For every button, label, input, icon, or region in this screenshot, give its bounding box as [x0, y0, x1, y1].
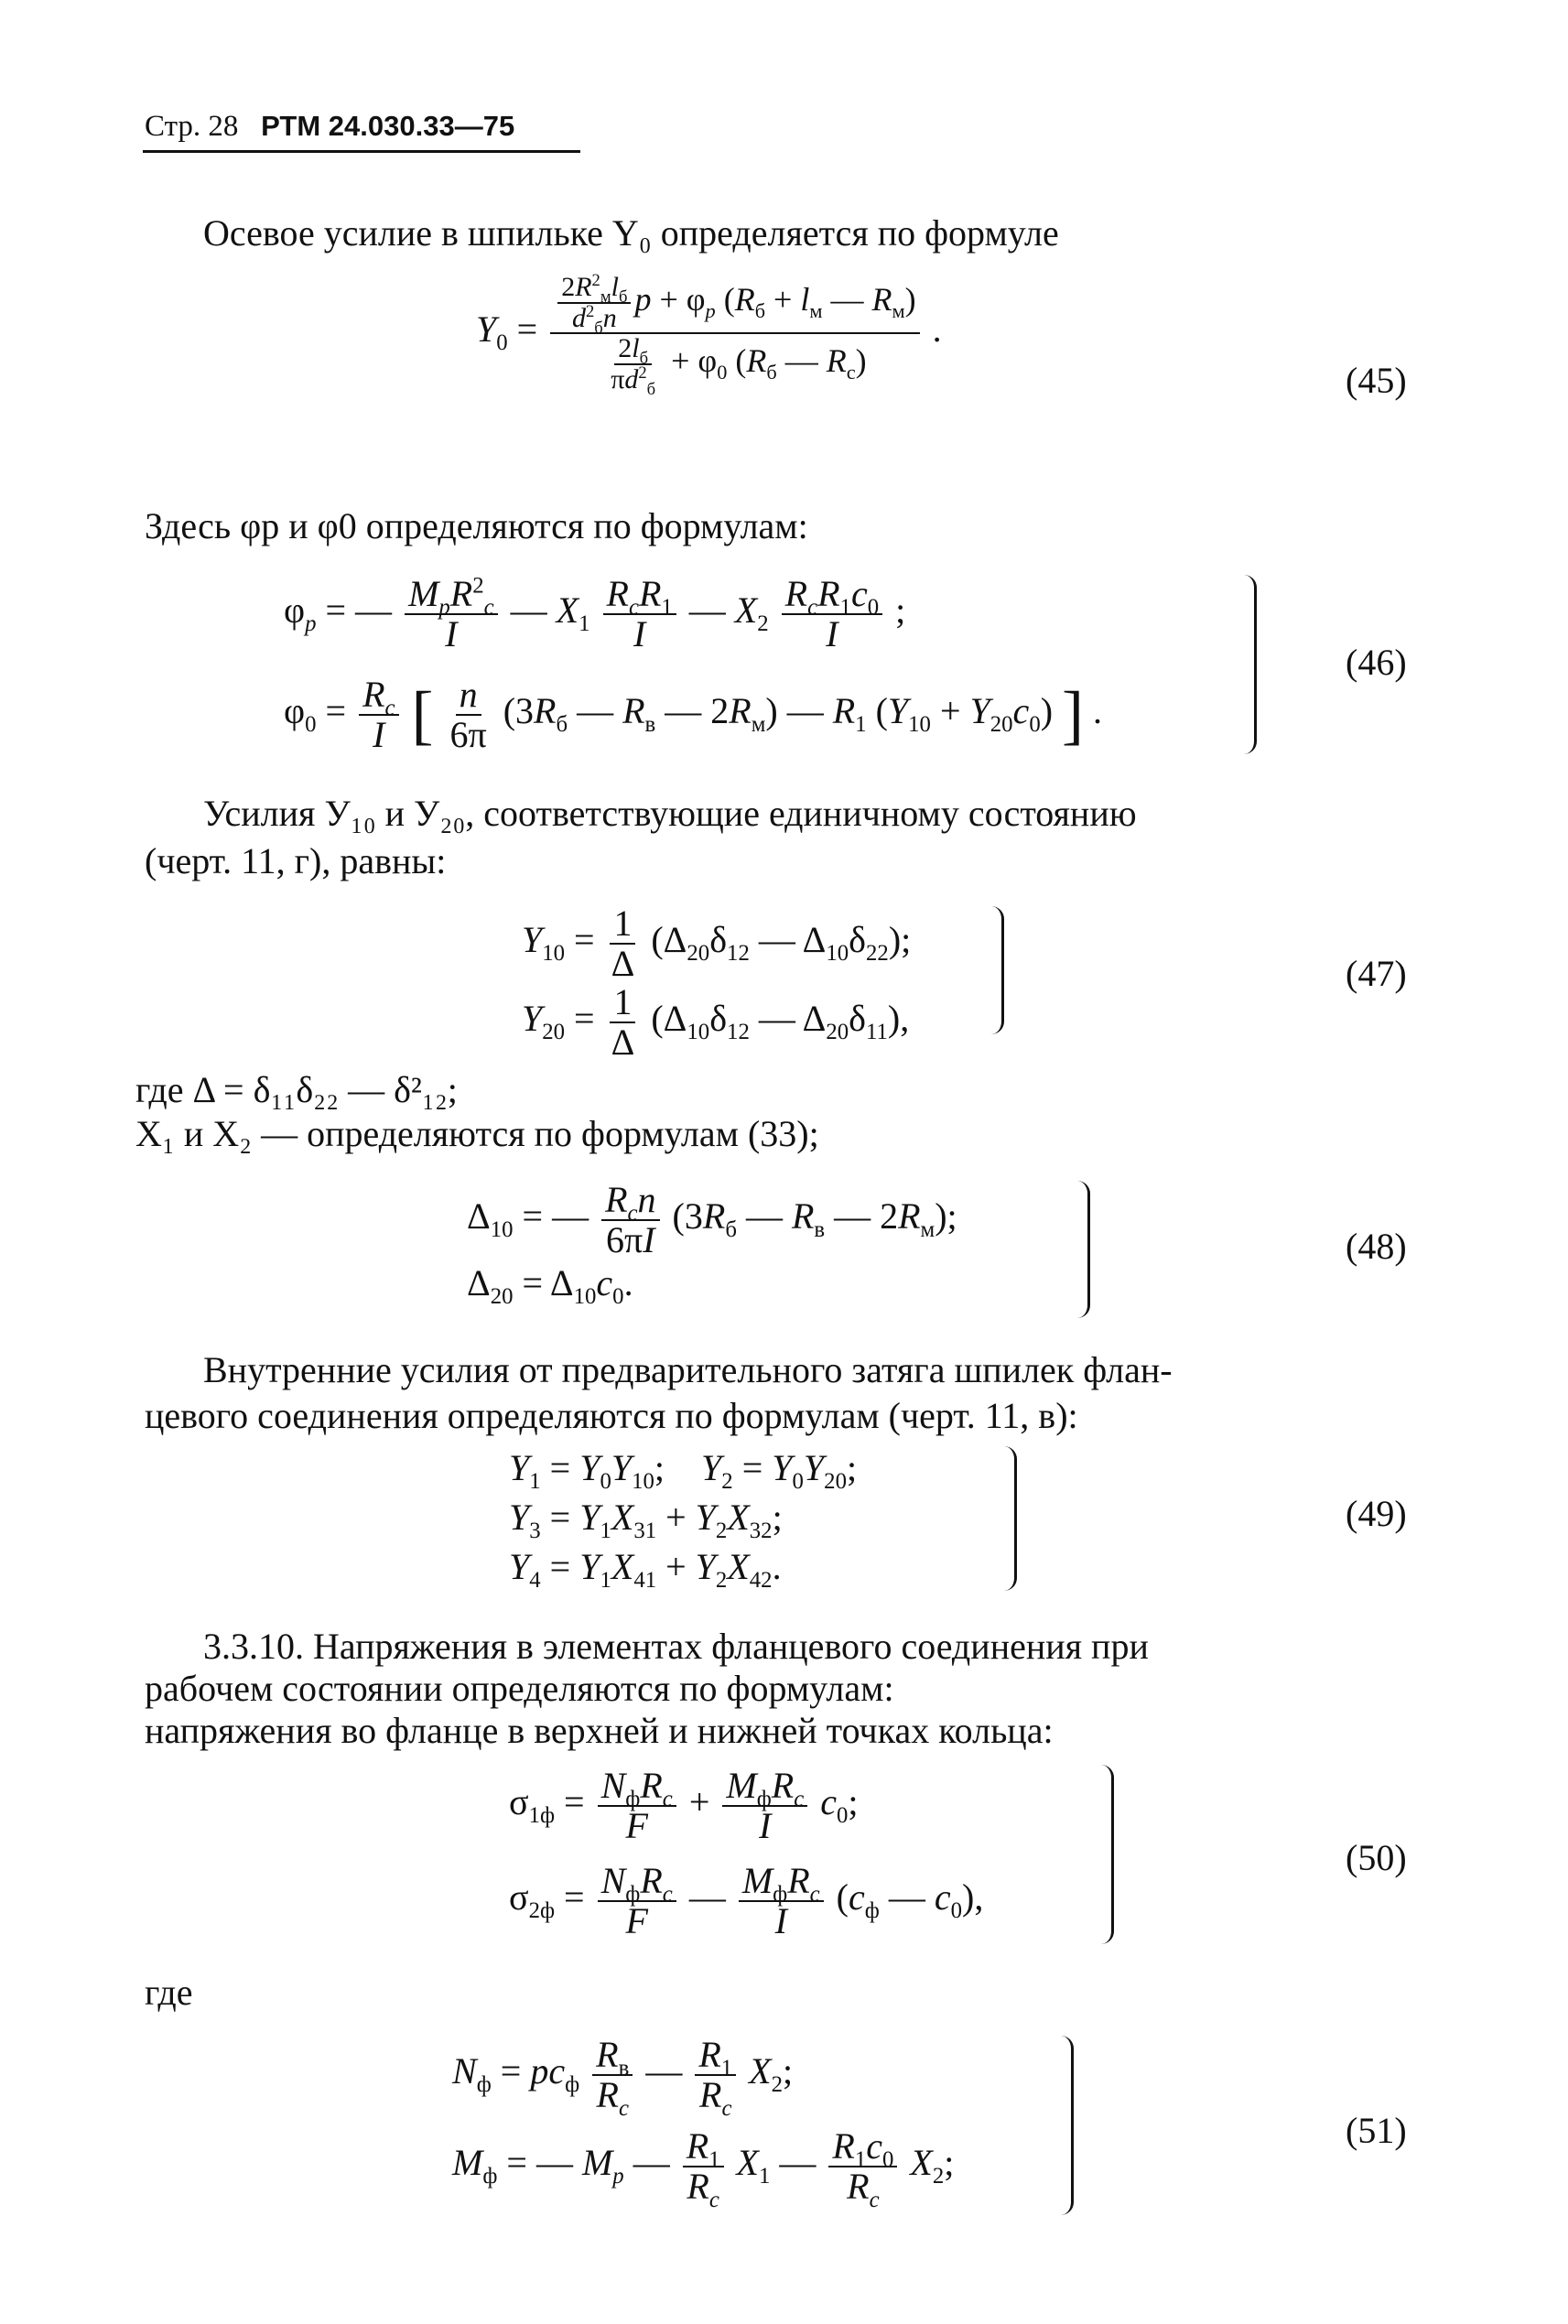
equation-number-46: (46) — [1346, 642, 1407, 683]
page-header — [145, 110, 514, 144]
equation-46a: $\varphi_p$ = — $\frac{M_pR^2_c}{I}$ — $X_1$ $\frac{R_cR_1}{I}$ — $X_2$ $\frac{R_cR_1c_0}{I}$ ; — [284, 573, 906, 654]
equation-number-45: (45) — [1346, 360, 1407, 401]
document-code: РТМ 24.030.33—75 — [261, 110, 515, 142]
equation-48a: $\Delta_{10}$ = — $\frac{R_cn}{6\pi I}$ ($3R_б$ — $R_в$ — $2R_м$); — [467, 1179, 957, 1260]
equation-49b: $Y_3 = Y_1X_{31} + Y_2X_{32}$; — [509, 1497, 783, 1543]
paragraph-unit-forces-line2: (черт. 11, г), равны: — [145, 840, 447, 881]
equation-number-48: (48) — [1346, 1226, 1407, 1267]
equation-49c: $Y_4 = Y_1X_{41} + Y_2X_{42}$. — [509, 1546, 782, 1593]
equation-number-47: (47) — [1346, 953, 1407, 994]
brace-48 — [1076, 1181, 1090, 1318]
equation-number-49: (49) — [1346, 1493, 1407, 1534]
brace-50 — [1098, 1765, 1114, 1944]
section-3-3-10-line3: напряжения во фланце в верхней и нижней точках кольца: — [145, 1710, 1054, 1751]
equation-51b: $M_ф$ = — $M_p$ — $\frac{R_1}{R_c}$ $X_1$ — $\frac{R_1c_0}{R_c}$ $X_2$; — [452, 2125, 955, 2212]
paragraph-unit-forces-line1: Усилия У₁₀ и У₂₀, соответствующие единичному состоянию — [203, 793, 1137, 834]
paragraph-axial-force: Осевое усилие в шпильке Y₀ определяется по формуле — [203, 212, 1059, 254]
brace-47 — [990, 906, 1004, 1034]
delta-definition: где Δ = δ₁₁δ₂₂ — δ²₁₂; — [135, 1069, 458, 1110]
equation-number-51: (51) — [1346, 2110, 1407, 2151]
paragraph-phi-definitions: Здесь φp и φ0 определяются по формулам: — [145, 505, 808, 546]
section-3-3-10-line1: 3.3.10. Напряжения в элементах фланцевого соединения при — [203, 1626, 1149, 1667]
equation-46b: $\varphi_0$ = $\frac{R_c}{I}$ [ $\frac{n}{6\pi}$ ($3R_б$ — $R_в$ — $2R_м$) — $R_1$ $(Y_{10} + Y_{20}c_0)$ ] . — [284, 674, 1103, 755]
paragraph-preload-line1: Внутренние усилия от предварительного затяга шпилек флан- — [203, 1349, 1173, 1390]
equation-51a: $N_ф = pc_ф$ $\frac{R_в}{R_c}$ — $\frac{R_1}{R_c}$ $X_2$; — [452, 2034, 794, 2121]
equation-45: $Y_0$ = $\frac{2R^2_мl_б}{d^2_бn}$ $p + \varphi_p$ ($R_б + l_м$ — $R_м$) $\frac{2l_б}{\pi d^2_б}$ + $\varphi_0$ ($R_б$ — $R_c$) . — [476, 271, 942, 399]
brace-49 — [1001, 1446, 1017, 1591]
brace-46 — [1241, 575, 1257, 754]
brace-51 — [1058, 2036, 1074, 2215]
header-underline — [143, 150, 580, 153]
equation-48b: $\Delta_{20} = \Delta_{10}c_0$. — [467, 1262, 633, 1309]
equation-number-50: (50) — [1346, 1837, 1407, 1878]
page-label: Стр. 28 — [145, 110, 239, 143]
where-label: где — [145, 1972, 193, 2013]
equation-50a: $\sigma_{1ф}$ = $\frac{N_фR_c}{F}$ + $\frac{M_фR_c}{I}$ $c_0$; — [509, 1765, 859, 1846]
equation-47a: $Y_{10}$ = $\frac{1}{\Delta}$ ($\Delta_{20}\delta_{12}$ — $\Delta_{10}\delta_{22}$); — [522, 903, 912, 984]
equation-47b: $Y_{20}$ = $\frac{1}{\Delta}$ ($\Delta_{10}\delta_{12}$ — $\Delta_{20}\delta_{11}$), — [522, 981, 910, 1063]
paragraph-preload-line2: цевого соединения определяются по формулам (черт. 11, в): — [145, 1395, 1078, 1436]
equation-50b: $\sigma_{2ф}$ = $\frac{N_фR_c}{F}$ — $\frac{M_фR_c}{I}$ ($c_ф$ — $c_0$), — [509, 1860, 984, 1941]
section-3-3-10-line2: рабочем состоянии определяются по формулам: — [145, 1668, 894, 1709]
x1-x2-reference: X₁ и X₂ — определяются по формулам (33); — [135, 1113, 819, 1154]
equation-49a: $Y_1 = Y_0Y_{10}$; $Y_2 = Y_0Y_{20}$; — [509, 1447, 858, 1494]
